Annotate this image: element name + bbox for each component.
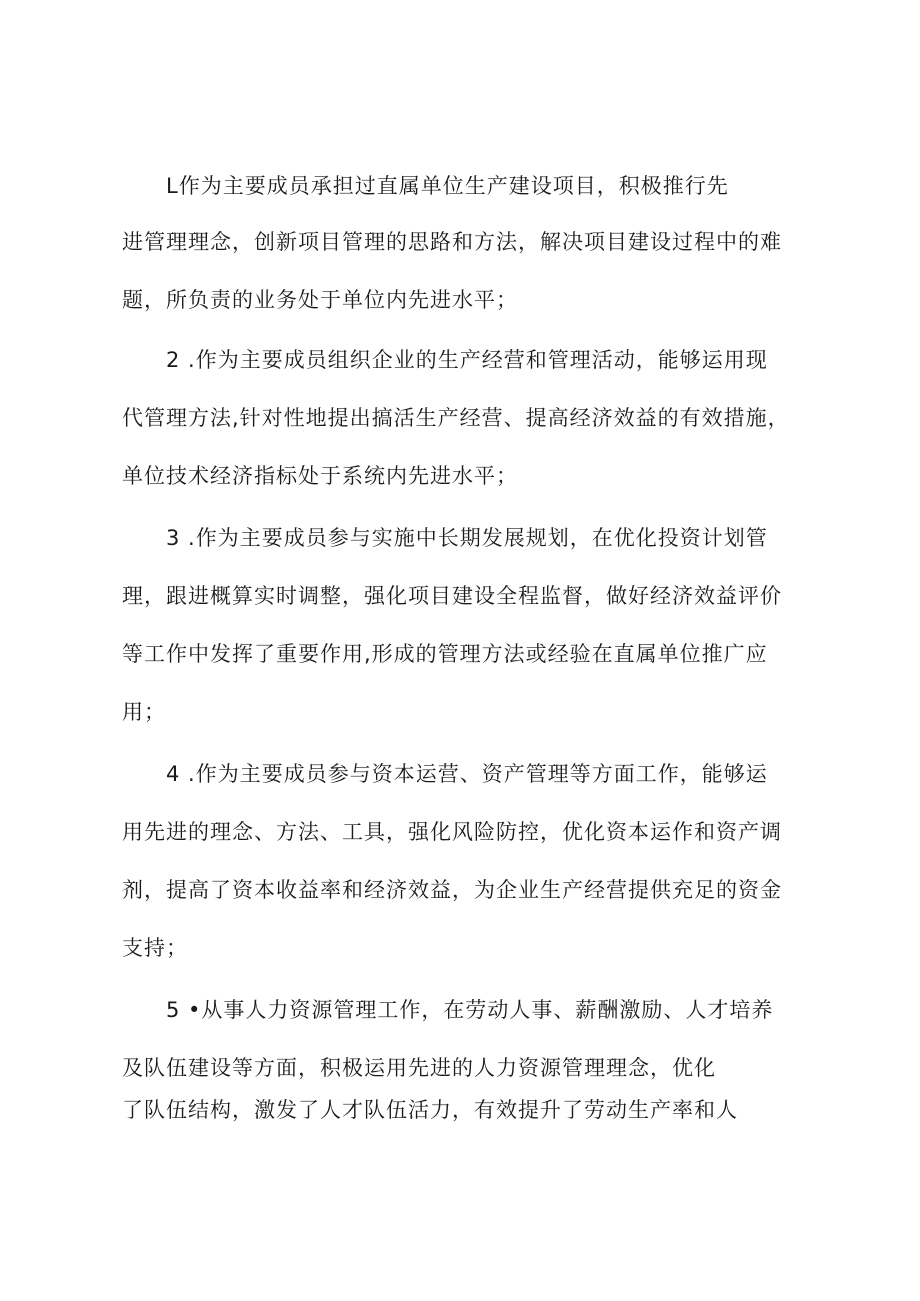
paragraph-3-line-3: 等工作中发挥了重要作用,形成的管理方法或经验在直属单位推广应 (122, 642, 768, 666)
paragraph-1-line-3: 题，所负责的业务处于单位内先进水平； (122, 288, 518, 312)
paragraph-4-line-4: 支持； (122, 936, 188, 960)
paragraph-1-line-2: 进管理理念，创新项目管理的思路和方法，解决项目建设过程中的难 (122, 230, 782, 254)
paragraph-2-line-3: 单位技术经济指标处于系统内先进水平； (122, 464, 518, 488)
paragraph-2-line-1: 2 .作为主要成员组织企业的生产经营和管理活动，能够运用现 (166, 348, 768, 372)
paragraph-4-line-3: 剂，提高了资本收益率和经济效益，为企业生产经营提供充足的资金 (122, 878, 782, 902)
paragraph-5-line-3: 了队伍结构，激发了人才队伍活力，有效提升了劳动生产率和人 (122, 1098, 738, 1122)
paragraph-5-line-1: 5 •从事人力资源管理工作，在劳动人事、薪酬激励、人才培养 (166, 998, 774, 1022)
paragraph-4-line-1: 4 .作为主要成员参与资本运营、资产管理等方面工作，能够运 (166, 762, 768, 786)
paragraph-3-line-2: 理，跟进概算实时调整，强化项目建设全程监督，做好经济效益评价 (122, 584, 782, 608)
paragraph-3-line-4: 用； (122, 700, 166, 724)
paragraph-5-line-2: 及队伍建设等方面，积极运用先进的人力资源管理理念，优化 (122, 1056, 716, 1080)
paragraph-3-line-1: 3 .作为主要成员参与实施中长期发展规划，在优化投资计划管 (166, 526, 768, 550)
paragraph-4-line-2: 用先进的理念、方法、工具，强化风险防控，优化资本运作和资产调 (122, 820, 782, 844)
paragraph-2-line-2: 代管理方法,针对性地提出搞活生产经营、提高经济效益的有效措施， (122, 406, 790, 430)
paragraph-1-line-1: L作为主要成员承担过直属单位生产建设项目，积极推行先 (166, 174, 729, 198)
